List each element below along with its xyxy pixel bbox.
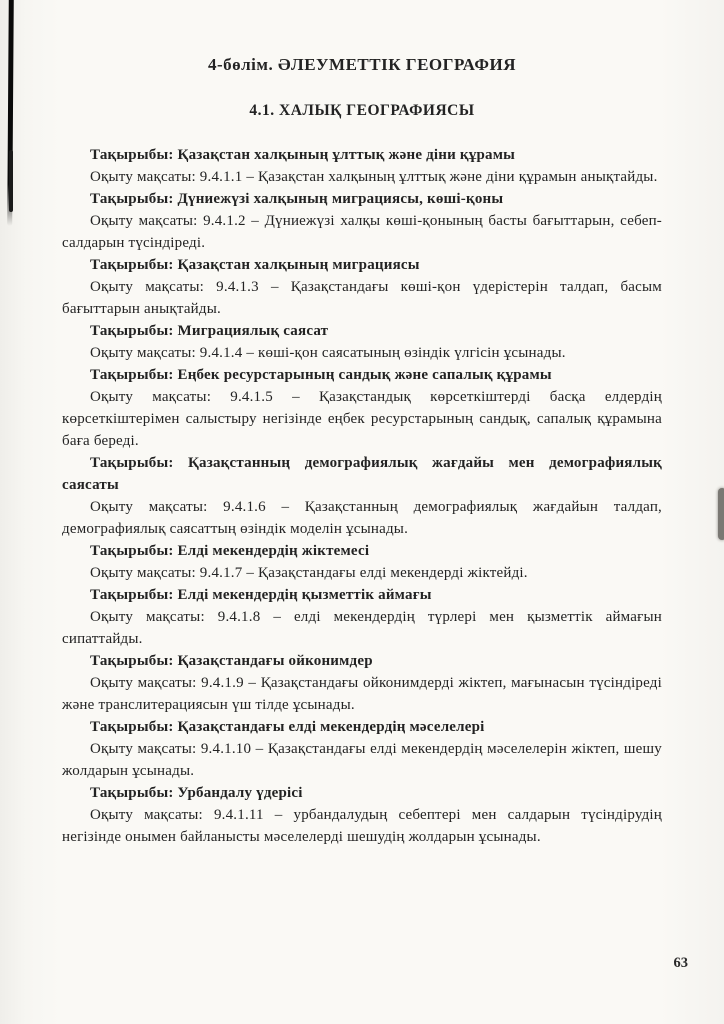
binding-mark-lower — [9, 150, 13, 212]
topic-line: Тақырыбы: Қазақстандағы ойконимдер — [90, 653, 373, 669]
objective-line: Оқыту мақсаты: 9.4.1.10 – Қазақстандағы елді мекендердің мәселелерін жіктеп, шешу жолдарын ұсынады. — [62, 741, 662, 779]
curriculum-entries — [62, 144, 662, 848]
page-number: 63 — [673, 955, 688, 971]
topic-line: Тақырыбы: Қазақстандағы елді мекендердің мәселелері — [90, 719, 485, 735]
curriculum-entry — [62, 540, 662, 584]
topic-line: Тақырыбы: Еңбек ресурстарының сандық және сапалық құрамы — [90, 367, 552, 383]
objective-line: Оқыту мақсаты: 9.4.1.11 – урбандалудың себептері мен салдарын түсіндірудің негізінде онымен байланысты мәселелерді шешудің жолдарын ұсынады. — [62, 807, 662, 845]
curriculum-entry — [62, 452, 662, 540]
topic-line: Тақырыбы: Дүниежүзі халқының миграциясы, көші-қоны — [90, 191, 504, 207]
objective-line: Оқыту мақсаты: 9.4.1.3 – Қазақстандағы көші-қон үдерістерін талдап, басым бағыттарын анықтайды. — [62, 279, 662, 317]
curriculum-entry — [62, 716, 662, 782]
topic-line: Тақырыбы: Қазақстанның демографиялық жағдайы мен демографиялық саясаты — [62, 455, 662, 493]
objective-line: Оқыту мақсаты: 9.4.1.2 – Дүниежүзі халқы көші-қонының басты бағыттарын, себеп-салдарын түсіндіреді. — [62, 213, 662, 251]
curriculum-entry — [62, 650, 662, 716]
chapter-title: 4.1. ХАЛЫҚ ГЕОГРАФИЯСЫ — [249, 102, 475, 119]
objective-line: Оқыту мақсаты: 9.4.1.8 – елді мекендердің түрлері мен қызметтік аймағын сипаттайды. — [62, 609, 662, 647]
objective-line: Оқыту мақсаты: 9.4.1.9 – Қазақстандағы ойконимдерді жіктеп, мағынасын түсіндіреді және транслитерациясын үш тілде ұсынады. — [62, 675, 662, 713]
page-content — [62, 54, 662, 848]
topic-line: Тақырыбы: Елді мекендердің жіктемесі — [90, 543, 370, 559]
topic-line: Тақырыбы: Қазақстан халқының ұлттық және діни құрамы — [90, 147, 516, 163]
curriculum-entry — [62, 320, 662, 364]
section-title: 4-бөлім. ӘЛЕУМЕТТІК ГЕОГРАФИЯ — [207, 55, 516, 74]
topic-line: Тақырыбы: Урбандалу үдерісі — [90, 785, 303, 801]
curriculum-entry — [62, 782, 662, 848]
curriculum-entry — [62, 144, 662, 188]
topic-line: Тақырыбы: Миграциялық саясат — [90, 323, 329, 339]
scan-smudge — [718, 488, 724, 540]
objective-line: Оқыту мақсаты: 9.4.1.6 – Қазақстанның демографиялық жағдайын талдап, демографиялық саясаттың өзіндік моделін ұсынады. — [62, 499, 662, 537]
objective-line: Оқыту мақсаты: 9.4.1.7 – Қазақстандағы елді мекендерді жіктейді. — [90, 565, 528, 581]
topic-line: Тақырыбы: Елді мекендердің қызметтік аймағы — [90, 587, 432, 603]
curriculum-entry — [62, 364, 662, 452]
objective-line: Оқыту мақсаты: 9.4.1.4 – көші-қон саясатының өзіндік үлгісін ұсынады. — [90, 345, 566, 361]
topic-line: Тақырыбы: Қазақстан халқының миграциясы — [90, 257, 420, 273]
curriculum-entry — [62, 188, 662, 254]
curriculum-entry — [62, 584, 662, 650]
objective-line: Оқыту мақсаты: 9.4.1.1 – Қазақстан халқының ұлттық және діни құрамын анықтайды. — [90, 169, 658, 185]
objective-line: Оқыту мақсаты: 9.4.1.5 – Қазақстандық көрсеткіштерді басқа елдердің көрсеткіштерімен салыстыру негізінде еңбек ресурстарының сандық, сапалық құрамына баға береді. — [62, 389, 662, 449]
curriculum-entry — [62, 254, 662, 320]
